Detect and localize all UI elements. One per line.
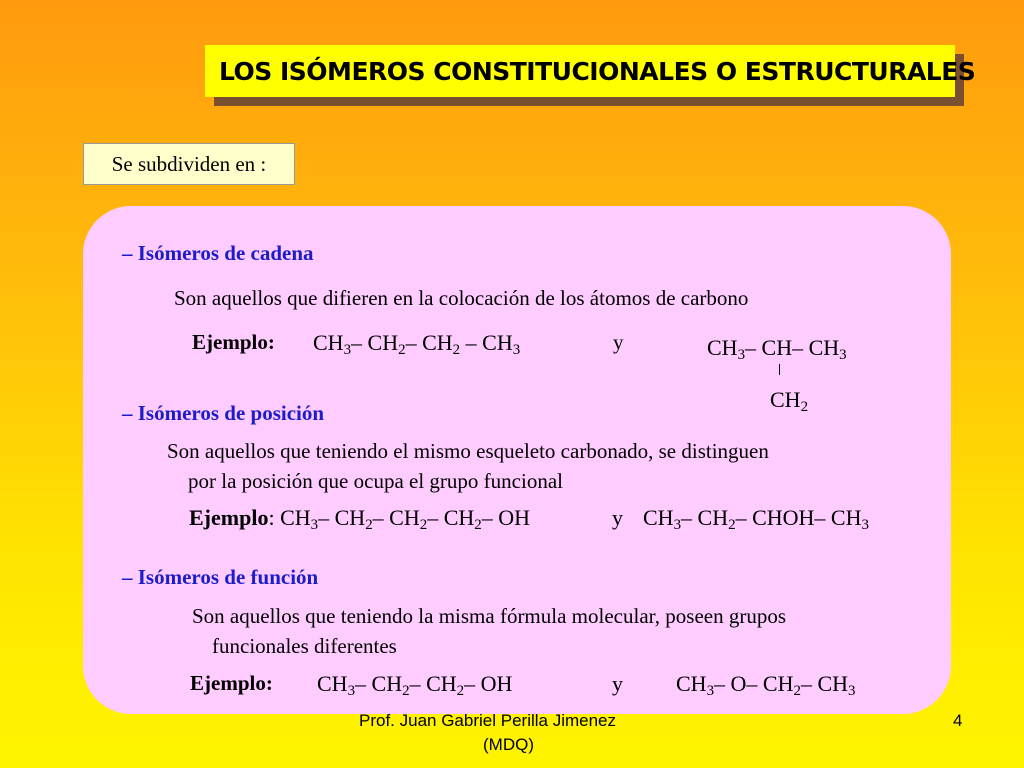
- heading-posicion: – Isómeros de posición: [122, 401, 325, 425]
- description-funcion-line2: funcionales diferentes: [212, 634, 397, 658]
- formula-propanol: $CH_3-$ $CH_2-$ $CH_2-$ OH: [317, 671, 513, 700]
- example-label-funcion: Ejemplo:: [190, 671, 273, 695]
- slide-title: LOS ISÓMEROS CONSTITUCIONALES O ESTRUCTURALES: [219, 56, 976, 86]
- formula-ether: $CH_3-$ O– $CH_2-$ $CH_3$: [676, 671, 856, 700]
- connector-y: y: [612, 505, 623, 530]
- subtitle-text: Se subdividen en :: [111, 151, 267, 176]
- description-cadena: Son aquellos que difieren en la colocación de los átomos de carbono: [174, 286, 749, 310]
- connector-y: y: [612, 671, 623, 696]
- description-funcion-line1: Son aquellos que teniendo la misma fórmula molecular, poseen grupos: [192, 604, 787, 628]
- example-label-cadena: Ejemplo:: [192, 330, 275, 354]
- example-posicion: Ejemplo: $CH_3-$ $CH_2-$ $CH_2-$ $CH_2-$ OH: [189, 505, 531, 534]
- heading-cadena: – Isómeros de cadena: [122, 241, 314, 265]
- title-box: [205, 45, 976, 97]
- connector-y: y: [613, 330, 624, 354]
- description-posicion-line2: por la posición que ocupa el grupo funcional: [188, 469, 563, 493]
- subtitle-box: [83, 143, 295, 185]
- formula-butane: $CH_3-$ $CH_2-$ $CH_2 - CH_3$: [313, 330, 521, 359]
- formula-isobutane-branch: $CH_2$: [770, 387, 809, 416]
- description-posicion-line1: Son aquellos que teniendo el mismo esqueleto carbonado, se distinguen: [167, 439, 769, 463]
- formula-isobutane-main: $CH_3-$ CH– $CH_3$: [707, 335, 847, 364]
- page-number: 4: [953, 711, 963, 730]
- branch-bond: [779, 364, 780, 375]
- footer-author: Prof. Juan Gabriel Perilla Jimenez: [359, 711, 617, 730]
- formula-2-butanol: $CH_3-$ $CH_2-$ CHOH– $CH_3$: [643, 505, 869, 534]
- heading-funcion: – Isómeros de función: [122, 565, 319, 589]
- footer-affiliation: (MDQ): [483, 735, 534, 754]
